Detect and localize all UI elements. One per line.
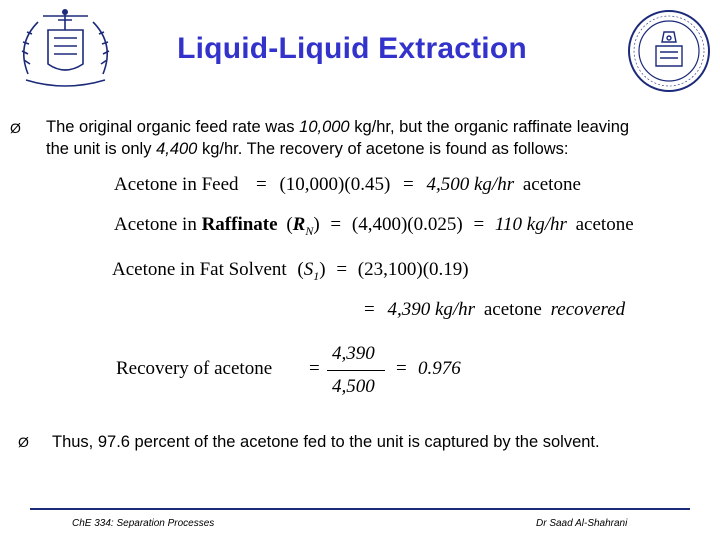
equation-expression: (23,100)(0.19) [357,259,469,280]
equation-result: 4,500 kg/hr [426,174,515,195]
equation-unit: acetone [483,299,542,320]
equation-result: 110 kg/hr [494,214,567,235]
equation-label: Acetone in Fat Solvent [112,259,287,280]
subscript: 1 [313,268,320,283]
bullet-text-conclusion: Thus, 97.6 percent of the acetone fed to the unit is captured by the solvent. [52,433,600,451]
equals-sign: = [336,259,348,280]
footer-divider [30,508,690,510]
equals-sign: = [256,174,267,195]
equals-sign: = [364,299,375,320]
text-fragment: kg/hr. The recovery of acetone is found as follows: [197,140,569,158]
equation-feed-rhs [256,174,581,196]
paren: ( [286,214,293,235]
recovery-result: 0.976 [418,358,461,379]
equals-sign: = [403,174,414,195]
equals-sign: = [309,358,320,379]
equation-label: Acetone in Feed [114,174,239,195]
text-fragment: kg/hr, but the organic raffinate leaving [349,118,630,136]
equation-recovery-label [116,358,272,380]
paren: ( [297,259,304,280]
equation-raffinate [114,214,634,239]
paren: ) [319,259,326,280]
equation-solvent-result [364,299,625,321]
feed-rate-value: 10,000 [299,118,350,136]
equals-sign: = [473,214,485,235]
fraction-numerator: 4,390 [332,343,375,364]
equation-solvent [112,259,469,284]
equation-expression: (4,400)(0.025) [351,214,463,235]
equation-label-bold: Raffinate [201,214,278,235]
equation-unit: acetone [575,214,634,235]
equation-result: 4,390 kg/hr [387,299,476,320]
fraction-denominator: 4,500 [332,376,375,397]
bullet-marker: Ø [10,120,21,136]
equals-sign: = [330,214,342,235]
equals-sign: = [396,358,407,379]
symbol: S [303,259,314,280]
text-fragment: the unit is only [46,140,157,158]
equation-unit: acetone [522,174,581,195]
equation-expression: (10,000)(0.45) [279,174,391,195]
slide-title: Liquid-Liquid Extraction [177,32,527,65]
bullet-text-intro [46,116,706,160]
footer-course: ChE 334: Separation Processes [72,518,215,529]
text-fragment: The original organic feed rate was [46,118,300,136]
equation-feed [114,174,239,196]
footer-author: Dr Saad Al-Shahrani [536,518,628,529]
symbol: R [292,214,306,235]
equation-label: Acetone in [114,214,202,235]
paren: ) [313,214,320,235]
equation-note: recovered [550,299,626,320]
bullet-line-1 [46,116,706,138]
raffinate-rate-value: 4,400 [156,140,198,158]
equation-label: Recovery of acetone [116,358,273,379]
bullet-marker: Ø [18,434,29,450]
bullet-line-2 [46,138,706,160]
fraction-bar [327,370,385,371]
subscript: N [305,223,314,238]
